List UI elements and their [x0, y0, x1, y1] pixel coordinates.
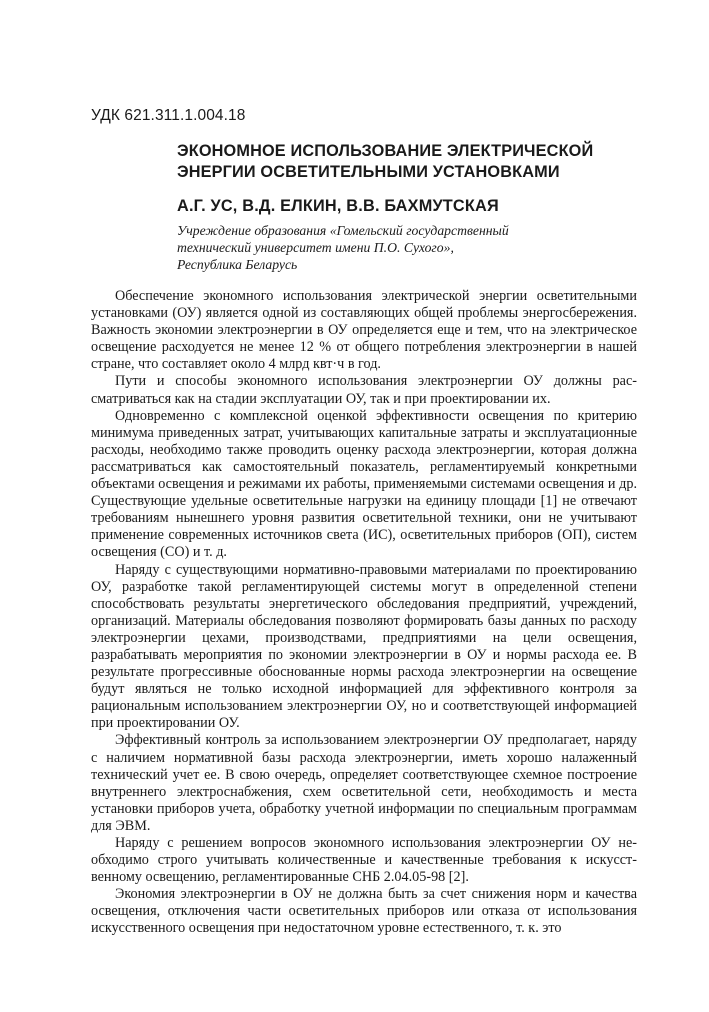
- body-paragraph: Одновременно с комплексной оценкой эффективности освещения по критерию минимума приведенных затрат, учитывающих капитальные затраты и эксплуатационные расходы, необходимо также проводить оценку расхода электроэнергии, которая должна рассматриваться как самостоятельный показатель, регламентируемый конкретными объектами освещения и режимами их работы, применяемыми системами освещения и др. Существующие удельные осветительные нагрузки на единицу площади [1] не отвечают требованиям нынешнего уровня развития осветительной техники, они не учитывают применение современных источников света (ИС), осветительных приборов (ОП), систем освещения (СО) и т. д.: [91, 407, 637, 561]
- body-paragraph: Пути и способы экономного использования электроэнергии ОУ должны рассматриваться как на стадии эксплуатации ОУ, так и при проектировании их.: [91, 373, 637, 407]
- body-paragraph: Эффективный контроль за использованием электроэнергии ОУ предполагает, наряду с наличием нормативной базы расхода электроэнергии, иметь хорошо налаженный технический учет ее. В свою очередь, определяет соответствующее схемное построение внутреннего электроснабжения, схем осветительной сети, необходимость и места установки приборов учета, обработку учетной информации по специальным программам для ЭВМ.: [91, 732, 637, 834]
- body-paragraph: Экономия электроэнергии в ОУ не должна быть за счет снижения норм и качества освещения, отключения части осветительных приборов или отказа от использования искусственного освещения при недостаточном уровне естественного, т. к. это: [91, 886, 637, 937]
- affiliation-line: технический университет имени П.О. Сухого»,: [177, 240, 454, 255]
- author-affiliation: [177, 222, 597, 273]
- body-paragraph: Наряду с существующими нормативно-правовыми материалами по проектированию ОУ, разработке такой регламентирующей системы могут в определенной степени способствовать результаты энергетического обследования предприятий, учреждений, организаций. Материалы обследования позволяют формировать базы данных по расходу электроэнергии цехами, производствами, предприятиями на цели освещения, разрабатывать мероприятия по экономии электроэнергии в ОУ и нормы расхода ее. В результате прогрессивные обоснованные нормы расхода электроэнергии на освещение будут являться не только исходной информацией для эффективного контроля за рациональным использованием электроэнергии ОУ, но и соответствующей информацией при проектировании ОУ.: [91, 561, 637, 732]
- article-title-line: ЭКОНОМНОЕ ИСПОЛЬЗОВАНИЕ ЭЛЕКТРИЧЕСКОЙ: [177, 142, 594, 160]
- affiliation-line: Республика Беларусь: [177, 257, 298, 272]
- body-paragraph: Обеспечение экономного использования электрической энергии осветительными установками (ОУ) является одной из составляющих общей проблемы энергосбережения. Важность экономии электроэнергии в ОУ определяется еще и тем, что на электрическое освещение расходуется не менее 12 % от общего потребления электроэнергии в нашей стране, что составляет около 4 млрд квт·ч в год.: [91, 288, 637, 373]
- article-body: [91, 288, 637, 938]
- affiliation-line: Учреждение образования «Гомельский государственный: [177, 223, 509, 238]
- body-paragraph: Наряду с решением вопросов экономного использования электроэнергии ОУ необходимо строго учитывать количественные и качественные требования к искусственному освещению, регламентированные СНБ 2.04.05-98 [2].: [91, 835, 637, 886]
- article-title-line: ЭНЕРГИИ ОСВЕТИТЕЛЬНЫМИ УСТАНОВКАМИ: [177, 163, 560, 181]
- udk-code: УДК 621.311.1.004.18: [91, 107, 246, 124]
- article-authors: А.Г. УС, В.Д. ЕЛКИН, В.В. БАХМУТСКАЯ: [177, 197, 499, 215]
- article-title: [177, 141, 647, 183]
